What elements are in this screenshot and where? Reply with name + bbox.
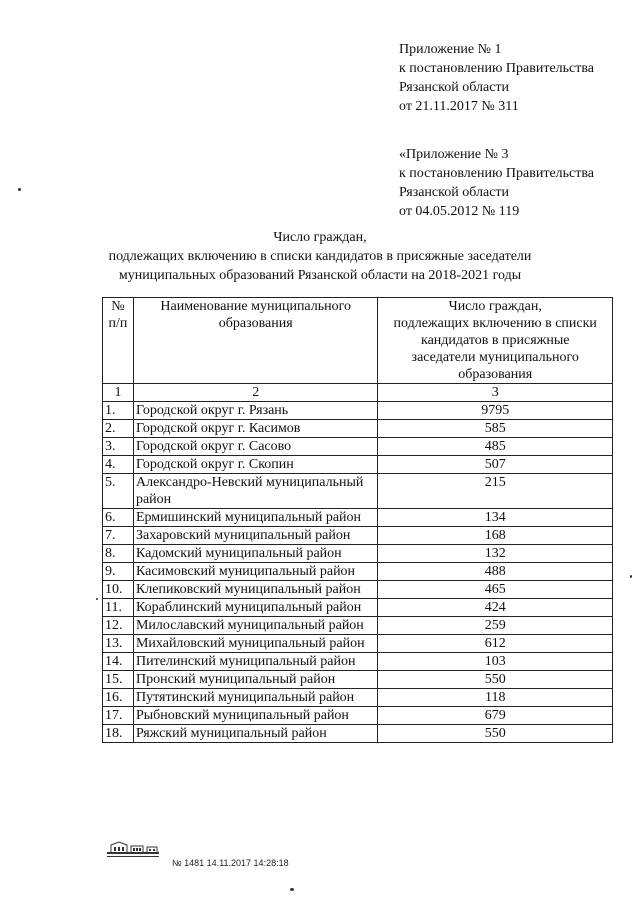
row-name: Касимовский муниципальный район (133, 563, 377, 581)
registration-stamp-text: № 1481 14.11.2017 14:28:18 (172, 858, 289, 868)
row-value: 507 (378, 456, 613, 474)
header-count-line-2: подлежащих включению в списки (393, 316, 597, 331)
row-name: Пронский муниципальный район (133, 671, 377, 689)
appendix-3-line-1: «Приложение № 3 (399, 147, 509, 162)
row-number: 3. (103, 438, 134, 456)
header-count-line-5: образования (458, 367, 533, 382)
row-value: 679 (378, 707, 613, 725)
row-name: Путятинский муниципальный район (133, 689, 377, 707)
header-number-line-2: п/п (108, 316, 128, 331)
row-name: Милославский муниципальный район (133, 617, 377, 635)
row-name: Михайловский муниципальный район (133, 635, 377, 653)
column-index-row (103, 384, 613, 402)
header-count-line-3: кандидатов в присяжные (420, 333, 570, 348)
table-row (103, 438, 613, 456)
appendix-1-line-2: к постановлению Правительства (399, 61, 595, 76)
table-row (103, 617, 613, 635)
table-row (103, 545, 613, 563)
table-header-row (103, 298, 613, 384)
row-number: 16. (103, 689, 134, 707)
header-count-line-1: Число граждан, (448, 299, 542, 314)
row-number: 13. (103, 635, 134, 653)
appendix-1-line-3: Рязанской области (399, 80, 510, 95)
table-row (103, 527, 613, 545)
candidates-table (102, 297, 613, 743)
row-value: 168 (378, 527, 613, 545)
table-row (103, 689, 613, 707)
scan-speck (96, 598, 98, 600)
row-number: 18. (103, 725, 134, 743)
row-number: 1. (103, 402, 134, 420)
row-number: 15. (103, 671, 134, 689)
row-value: 550 (378, 725, 613, 743)
scan-speck (18, 188, 21, 191)
row-number: 10. (103, 581, 134, 599)
header-number (103, 298, 134, 384)
row-name: Клепиковский муниципальный район (133, 581, 377, 599)
table-row (103, 599, 613, 617)
appendix-3-line-3: Рязанской области (399, 185, 510, 200)
row-name: Ермишинский муниципальный район (133, 509, 377, 527)
column-index-2: 2 (133, 384, 377, 402)
row-value: 550 (378, 671, 613, 689)
header-count-line-4: заседатели муниципального (411, 350, 579, 365)
row-name: Городской округ г. Сасово (133, 438, 377, 456)
row-number: 2. (103, 420, 134, 438)
row-value: 465 (378, 581, 613, 599)
row-value: 259 (378, 617, 613, 635)
table-row (103, 420, 613, 438)
document-title (0, 228, 640, 285)
row-value: 485 (378, 438, 613, 456)
row-number: 9. (103, 563, 134, 581)
title-line-1: Число граждан, (273, 230, 367, 245)
table-row (103, 725, 613, 743)
column-index-1: 1 (103, 384, 134, 402)
table-row (103, 456, 613, 474)
row-value: 132 (378, 545, 613, 563)
row-name: Рыбновский муниципальный район (133, 707, 377, 725)
table-row (103, 563, 613, 581)
table-row (103, 653, 613, 671)
row-name: Александро-Невский муниципальный район (133, 474, 377, 509)
row-number: 14. (103, 653, 134, 671)
title-line-3: муниципальных образований Рязанской области на 2018-2021 годы (118, 268, 522, 283)
scan-speck (290, 888, 294, 891)
row-number: 5. (103, 474, 134, 509)
row-value: 424 (378, 599, 613, 617)
row-number: 7. (103, 527, 134, 545)
appendix-1-line-4: от 21.11.2017 № 311 (399, 99, 519, 114)
table-row (103, 635, 613, 653)
appendix-3-block (399, 145, 594, 221)
row-number: 11. (103, 599, 134, 617)
row-name: Городской округ г. Скопин (133, 456, 377, 474)
row-name: Ряжский муниципальный район (133, 725, 377, 743)
title-line-2: подлежащих включению в списки кандидатов в присяжные заседатели (108, 249, 532, 264)
header-name-line-1: Наименование муниципального (160, 299, 352, 314)
appendix-3-line-4: от 04.05.2012 № 119 (399, 204, 520, 219)
row-name: Кадомский муниципальный район (133, 545, 377, 563)
appendix-1-block (399, 40, 594, 116)
row-number: 4. (103, 456, 134, 474)
table-row (103, 474, 613, 509)
table-row (103, 402, 613, 420)
table-row (103, 707, 613, 725)
row-value: 585 (378, 420, 613, 438)
table-row (103, 581, 613, 599)
row-name: Кораблинский муниципальный район (133, 599, 377, 617)
appendix-3-line-2: к постановлению Правительства (399, 166, 595, 181)
row-value: 612 (378, 635, 613, 653)
row-value: 103 (378, 653, 613, 671)
registry-stamp-logo-icon (105, 840, 161, 860)
row-number: 12. (103, 617, 134, 635)
row-value: 488 (378, 563, 613, 581)
row-value: 118 (378, 689, 613, 707)
header-count (378, 298, 613, 384)
row-name: Городской округ г. Рязань (133, 402, 377, 420)
row-number: 8. (103, 545, 134, 563)
scan-speck (630, 575, 632, 578)
row-number: 6. (103, 509, 134, 527)
row-value: 215 (378, 474, 613, 509)
row-name: Пителинский муниципальный район (133, 653, 377, 671)
header-name-line-2: образования (218, 316, 293, 331)
header-name (133, 298, 377, 384)
row-number: 17. (103, 707, 134, 725)
table-row (103, 509, 613, 527)
row-value: 134 (378, 509, 613, 527)
column-index-3: 3 (378, 384, 613, 402)
row-value: 9795 (378, 402, 613, 420)
header-number-line-1: № (111, 299, 125, 314)
appendix-1-line-1: Приложение № 1 (399, 42, 502, 57)
row-name: Городской округ г. Касимов (133, 420, 377, 438)
table-row (103, 671, 613, 689)
row-name: Захаровский муниципальный район (133, 527, 377, 545)
